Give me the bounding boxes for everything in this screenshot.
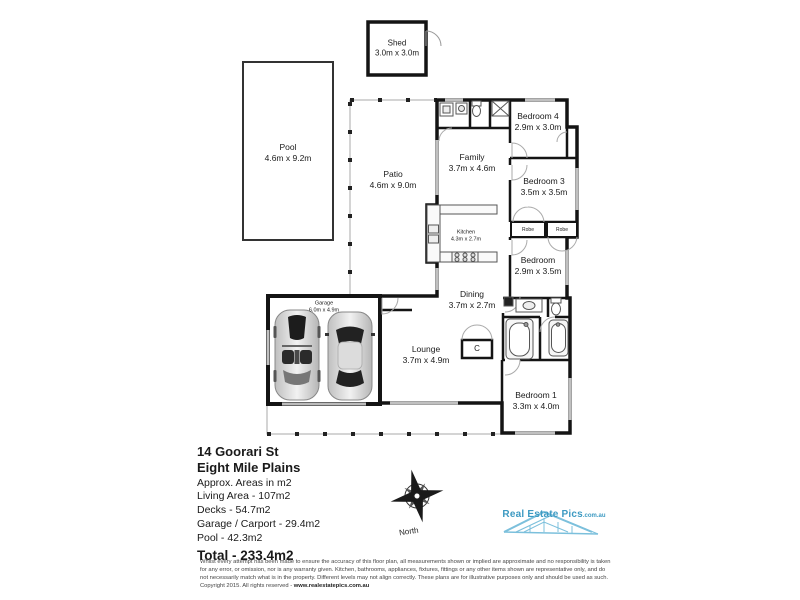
disclaimer-url: www.realestatepics.com.au — [293, 583, 370, 590]
room-label-bedroom1 — [513, 390, 560, 412]
toilet-icon — [472, 101, 481, 117]
room-label-kitchen — [451, 229, 481, 242]
logo-suffix: .com.au — [582, 513, 606, 519]
patio-outline — [350, 100, 437, 296]
cupboard-label — [474, 344, 480, 354]
room-label-dining — [449, 289, 496, 311]
dining-name: Dining — [459, 288, 485, 299]
lounge-name: Lounge — [411, 343, 441, 354]
address-line-2: Eight Mile Plains — [197, 460, 301, 476]
bedroom1-dims: 3.3m x 4.0m — [512, 401, 560, 411]
robe-left-text: Robe — [522, 226, 534, 233]
kitchen-dims: 4.3m x 2.7m — [450, 236, 482, 242]
stove-icon — [452, 252, 478, 262]
area-living: Living Area - 107m2 — [197, 490, 291, 503]
robe-label-right — [556, 226, 568, 233]
vanity-icon — [516, 299, 542, 312]
shed-door-arc — [426, 31, 441, 46]
family-dims: 3.7m x 4.6m — [448, 163, 496, 173]
shed-dims: 3.0m x 3.0m — [374, 49, 420, 58]
patio-name: Patio — [383, 168, 403, 179]
car-convertible — [274, 310, 321, 400]
robe-label-left — [522, 226, 534, 233]
address-line-1: 14 Goorari St — [197, 444, 279, 459]
bedroom2-name: Bedroom — [520, 254, 556, 265]
patio-dims: 4.6m x 9.0m — [369, 180, 417, 190]
car-sedan — [325, 312, 375, 400]
area-decks: Decks - 54.7m2 — [197, 504, 271, 517]
bedroom3-name: Bedroom 3 — [523, 175, 565, 186]
linen-cupboard — [504, 297, 513, 306]
bedroom1-name: Bedroom 1 — [515, 389, 557, 400]
disclaimer-body: Whilst every attempt has been made to ensure the accuracy of this floor plan, all measurements shown or implied are approximate and no responsibility is taken for any error, or omission, nor is any warranty given. Kitchen, bathrooms, appliances, fixtures, fittings or any other items shown are representative only, and do not necessarily match what is in the property. Different levels may not align correctly. These plans are for illustrative purposes only and should be used as such. Copyright 2015. All rights reserved - — [200, 559, 611, 590]
room-label-pool — [265, 142, 312, 164]
garage-name: Garage — [314, 300, 334, 307]
robe-right-text: Robe — [556, 226, 568, 233]
pool-name: Pool — [279, 141, 297, 152]
compass-north-label: North — [398, 525, 420, 538]
property-info-block — [197, 444, 320, 563]
bedroom2-dims: 2.9m x 3.5m — [514, 266, 562, 276]
bedroom4-dims: 2.9m x 3.0m — [514, 122, 562, 132]
bathtub-icon — [506, 319, 533, 359]
disclaimer-text — [200, 558, 612, 590]
logo-text: Real Estate Pics — [502, 509, 583, 520]
room-label-bedroom4 — [515, 111, 562, 133]
dining-dims: 3.7m x 2.7m — [448, 300, 496, 310]
toilet2-icon — [551, 298, 561, 315]
room-label-garage — [309, 300, 339, 313]
room-label-bedroom2 — [515, 255, 562, 277]
kitchen-name: Kitchen — [456, 229, 476, 236]
room-label-bedroom3 — [521, 176, 568, 198]
lounge-dims: 3.7m x 4.9m — [402, 355, 450, 365]
bedroom3-dims: 3.5m x 3.5m — [520, 187, 568, 197]
compass-rose-icon — [385, 464, 449, 528]
shower-icon — [492, 101, 509, 116]
garage-dims: 6.0m x 4.9m — [308, 307, 340, 313]
area-total: Total - 233.4m2 — [197, 547, 294, 563]
bathtub2-icon — [549, 320, 568, 356]
area-pool: Pool - 42.3m2 — [197, 531, 263, 544]
room-label-patio — [370, 169, 417, 191]
room-label-shed — [375, 39, 419, 60]
shed-name: Shed — [387, 38, 407, 48]
room-label-lounge — [403, 344, 450, 366]
bedroom4-name: Bedroom 4 — [517, 110, 559, 121]
family-name: Family — [459, 151, 485, 162]
cupboard-text: C — [474, 343, 480, 353]
area-garage: Garage / Carport - 29.4m2 — [197, 518, 321, 531]
pool-dims: 4.6m x 9.2m — [264, 153, 312, 163]
areas-note: Approx. Areas in m2 — [197, 476, 292, 489]
realestate-logo — [502, 504, 606, 522]
room-label-family — [449, 152, 496, 174]
